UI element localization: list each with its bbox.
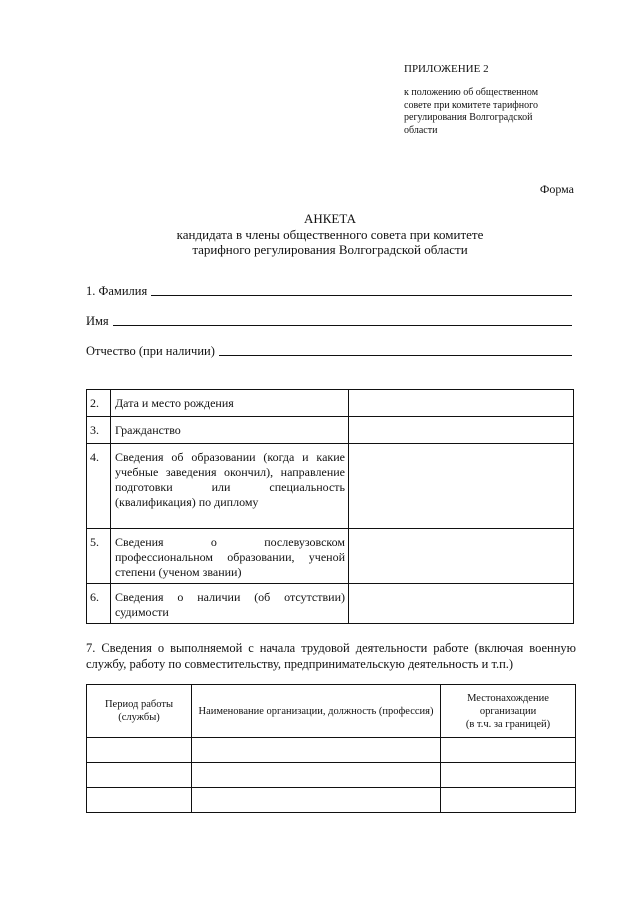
question-row	[87, 529, 574, 584]
question-text: Сведения о наличии (об отсутствии) судимости	[111, 584, 349, 624]
col-location-line-2: (в т.ч. за границей)	[465, 718, 551, 730]
annex-line-3: регулирования Волгоградской	[404, 112, 533, 123]
heading-line-1: кандидата в члены общественного совета при комитете	[176, 226, 484, 242]
location-cell[interactable]	[441, 763, 576, 788]
col-organization-header: Наименование организации, должность (профессия)	[192, 685, 441, 738]
patronymic-input-line[interactable]	[219, 354, 572, 356]
question-row	[87, 584, 574, 624]
annex-line-2: совете при комитете тарифного	[404, 99, 538, 111]
annex-description	[404, 87, 589, 137]
answer-cell[interactable]	[349, 584, 574, 624]
question-text: Гражданство	[111, 417, 349, 444]
question-text: Дата и место рождения	[111, 390, 349, 417]
period-cell[interactable]	[87, 738, 192, 763]
work-history-table	[86, 684, 576, 813]
name-field[interactable]	[86, 314, 572, 329]
patronymic-field[interactable]	[86, 344, 572, 359]
questions-table	[86, 389, 574, 624]
organization-cell[interactable]	[192, 763, 441, 788]
annex-line-1: к положению об общественном	[404, 87, 539, 98]
question-number: 4.	[87, 444, 111, 529]
question-row	[87, 417, 574, 444]
col-period-header: Период работы (службы)	[87, 685, 192, 738]
question-row	[87, 390, 574, 417]
heading-line-2: тарифного регулирования Волгоградской области	[192, 242, 468, 257]
organization-cell[interactable]	[192, 738, 441, 763]
work-table-header	[87, 685, 576, 738]
patronymic-label: Отчество (при наличии)	[86, 344, 215, 358]
surname-label: 1. Фамилия	[86, 284, 148, 298]
surname-field[interactable]	[86, 284, 572, 299]
annex-line-4: области	[404, 124, 438, 136]
questionnaire-heading	[60, 211, 600, 258]
answer-cell[interactable]	[349, 390, 574, 417]
annex-title: ПРИЛОЖЕНИЕ 2	[404, 63, 489, 75]
answer-cell[interactable]	[349, 417, 574, 444]
work-table-row	[87, 788, 576, 813]
col-location-line-1: Местонахождение организации	[467, 692, 549, 717]
work-table-row	[87, 738, 576, 763]
question-number: 6.	[87, 584, 111, 624]
organization-cell[interactable]	[192, 788, 441, 813]
period-cell[interactable]	[87, 788, 192, 813]
name-label: Имя	[86, 314, 109, 328]
question-number: 2.	[87, 390, 111, 417]
heading-title: АНКЕТА	[303, 211, 357, 226]
question-row	[87, 444, 574, 529]
surname-input-line[interactable]	[151, 294, 572, 296]
form-label: Форма	[539, 182, 574, 196]
question-text: Сведения о послевузовском профессиональном образовании, ученой степени (ученом звании)	[111, 529, 349, 584]
answer-cell[interactable]	[349, 444, 574, 529]
location-cell[interactable]	[441, 788, 576, 813]
work-table-row	[87, 763, 576, 788]
location-cell[interactable]	[441, 738, 576, 763]
col-location-header	[441, 685, 576, 738]
question-number: 3.	[87, 417, 111, 444]
period-cell[interactable]	[87, 763, 192, 788]
answer-cell[interactable]	[349, 529, 574, 584]
question-text: Сведения об образовании (когда и какие учебные заведения окончил), направление подготовки или специальность (квалификация) по диплому	[111, 444, 349, 529]
name-input-line[interactable]	[113, 324, 572, 326]
question-number: 5.	[87, 529, 111, 584]
section-7-text: 7. Сведения о выполняемой с начала трудовой деятельности работе (включая военную службу, работу по совместительству, предпринимательскую деятельность и т.п.)	[86, 641, 576, 671]
